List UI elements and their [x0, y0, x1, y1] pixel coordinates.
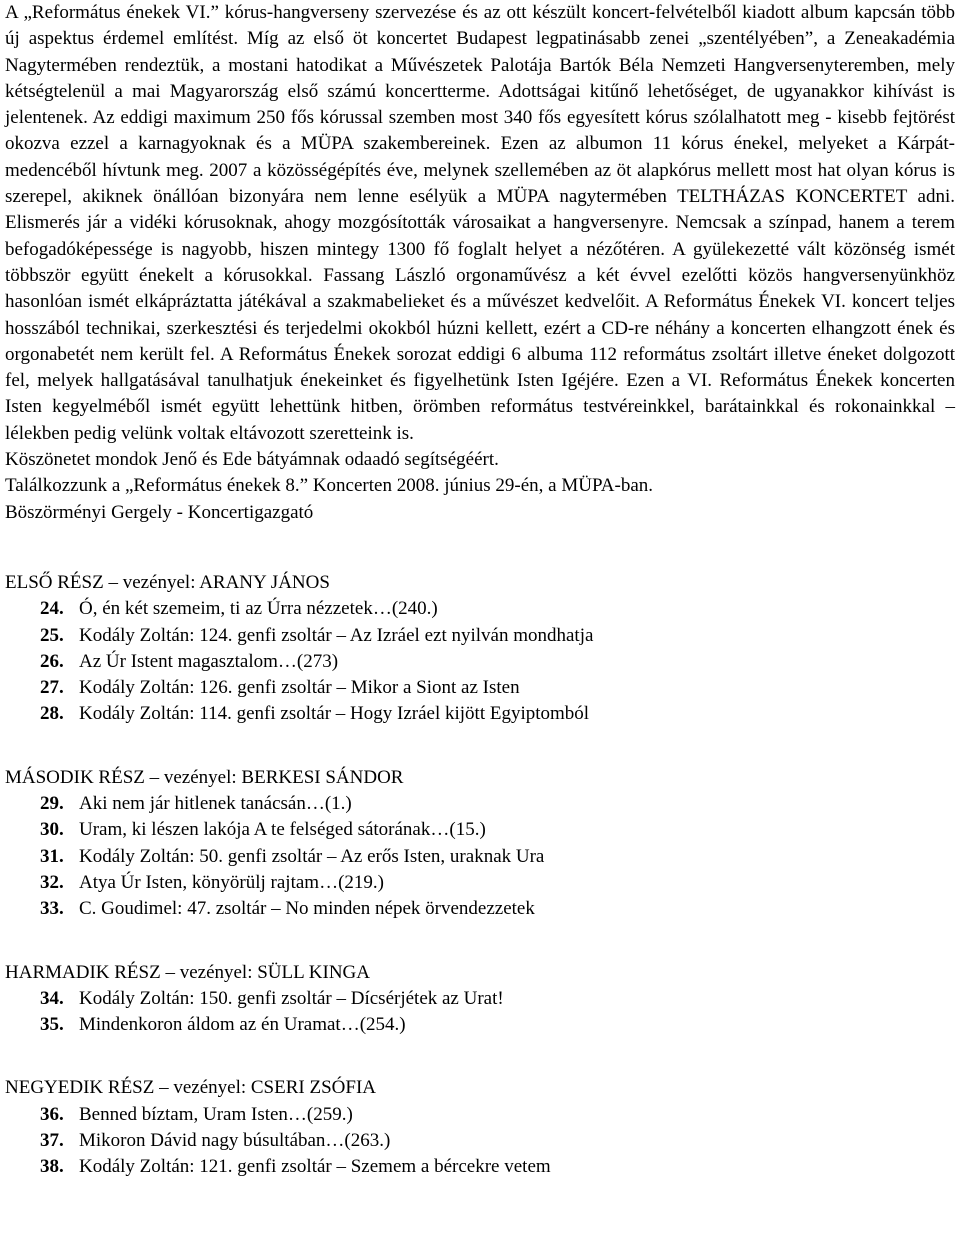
signature-line: Böszörményi Gergely - Koncertigazgató [5, 501, 314, 523]
section-title: NEGYEDIK RÉSZ – vezényel: CSERI ZSÓFIA [5, 1077, 376, 1099]
track-item [5, 844, 955, 870]
track-number: 31. [40, 845, 64, 867]
track-item [5, 701, 955, 727]
track-item [5, 675, 955, 701]
track-title: Kodály Zoltán: 124. genfi zsoltár – Az Izráel ezt nyilván mondhatja [79, 624, 594, 646]
track-title: Aki nem jár hitlenek tanácsán…(1.) [79, 793, 352, 815]
track-item [5, 649, 955, 675]
section-title: HARMADIK RÉSZ – vezényel: SÜLL KINGA [5, 961, 370, 983]
track-number: 24. [40, 598, 64, 620]
track-title: Az Úr Istent magasztalom…(273) [79, 650, 339, 672]
track-item [5, 791, 955, 817]
track-number: 25. [40, 624, 64, 646]
track-item [5, 896, 955, 922]
track-number: 33. [40, 898, 64, 920]
track-item [5, 596, 955, 622]
track-item [5, 986, 955, 1012]
track-title: Kodály Zoltán: 114. genfi zsoltár – Hogy Izráel kijött Egyiptomból [79, 703, 590, 725]
invite-line: Találkozzunk a „Református énekek 8.” Koncerten 2008. június 29-én, a MÜPA-ban. [5, 475, 654, 497]
track-number: 38. [40, 1156, 64, 1178]
track-number: 37. [40, 1129, 64, 1151]
track-number: 30. [40, 819, 64, 841]
track-title: Benned bíztam, Uram Isten…(259.) [79, 1103, 353, 1125]
track-item [5, 1102, 955, 1128]
track-title: Kodály Zoltán: 50. genfi zsoltár – Az erős Isten, uraknak Ura [79, 845, 545, 867]
track-title: Ó, én két szemeim, ti az Úrra nézzetek…(240.) [79, 598, 438, 620]
track-number: 34. [40, 987, 64, 1009]
track-title: C. Goudimel: 47. zsoltár – No minden népek örvendezzetek [79, 898, 535, 920]
track-title: Mindenkoron áldom az én Uramat…(254.) [79, 1014, 406, 1036]
section-title: MÁSODIK RÉSZ – vezényel: BERKESI SÁNDOR [5, 766, 404, 788]
track-title: Uram, ki lészen lakója A te felséged sátorának…(15.) [79, 819, 486, 841]
track-number: 26. [40, 650, 64, 672]
program-section [5, 570, 955, 728]
track-item [5, 817, 955, 843]
program-section [5, 1075, 955, 1180]
track-number: 29. [40, 793, 64, 815]
track-number: 27. [40, 677, 64, 699]
track-number: 32. [40, 871, 64, 893]
track-title: Kodály Zoltán: 121. genfi zsoltár – Szemem a bércekre vetem [79, 1156, 551, 1178]
track-number: 36. [40, 1103, 64, 1125]
track-item [5, 1154, 955, 1180]
track-item [5, 1012, 955, 1038]
track-item [5, 1128, 955, 1154]
track-number: 35. [40, 1014, 64, 1036]
program-list [5, 570, 955, 1181]
section-title: ELSŐ RÉSZ – vezényel: ARANY JÁNOS [5, 571, 330, 593]
track-item [5, 623, 955, 649]
track-item [5, 870, 955, 896]
document-page [5, 0, 955, 1181]
track-title: Kodály Zoltán: 126. genfi zsoltár – Mikor a Siont az Isten [79, 677, 520, 699]
intro-paragraph: A „Református énekek VI.” kórus-hangverseny szervezése és az ott készült koncert-felvételből kiadott album kapcsán több új aspektus érdemel említést. Míg az első öt koncertet Budapest legpatinásabb zenei „szentélyében”, a Zeneakadémia Nagytermében rendeztük, a mostani hatodikat a Művészetek Palotája Bartók Béla Nemzeti Hangversenyteremben, mely kétségtelenül a mai Magyarország első számú koncertterme. Adottságai kitűnő lehetőséget, de ugyanakkor kihívást is jelentenek. Az eddigi maximum 250 fős kórussal szemben most 340 fős egyesített kórus szólalhatott meg - kisebb fejtörést okozva ezzel a karnagyoknak és a MÜPA szakembereinek. Ezen az albumon 11 kórus énekel, melyeket a Kárpát-medencéből hívtunk meg. 2007 a közösségépítés éve, melynek szellemében az öt alapkórus mellett most hat olyan kórus is szerepel, akiknek önállóan bizonyára nem lenne esélyük a MÜPA nagytermében TELTHÁZAS KONCERTET adni. Elismerés jár a vidéki kórusoknak, ahogy mozgósították városaikat a hangversenyre. Nemcsak a színpad, hanem a terem befogadóképessége is nagyobb, hiszen mintegy 1300 fő foglalt helyet a nézőtéren. A gyülekezetté vált közönség ismét többször együtt énekelt a kórusokkal. Fassang László orgonaművész a két évvel ezelőtti közös hangversenyünkhöz hasonlóan ismét elkápráztatta játékával a szakmabelieket és a művészet kedvelőit. A Református Énekek VI. koncert teljes hosszából technikai, szerkesztési és terjedelmi okokból húzni kellett, ezért a CD-re néhány a koncerten elhangzott ének és orgonabetét nem került fel. A Református Énekek sorozat eddigi 6 albuma 112 református zsoltárt illetve éneket dolgozott fel, melyek hallgatásával tanulhatjuk énekeinket és figyelhetünk Isten Igéjére. Ezen a VI. Református Énekek koncerten Isten kegyelméből ismét együtt lehettünk hitben, örömben református testvéreinkkel, barátainkkal és rokonainkkal – lélekben pedig velünk voltak eltávozott szeretteink is. [5, 2, 955, 444]
thanks-line: Köszönetet mondok Jenő és Ede bátyámnak odaadó segítségéért. [5, 449, 499, 471]
track-title: Atya Úr Isten, könyörülj rajtam…(219.) [79, 871, 384, 893]
track-title: Mikoron Dávid nagy búsultában…(263.) [79, 1129, 391, 1151]
program-section [5, 765, 955, 923]
track-title: Kodály Zoltán: 150. genfi zsoltár – Dícsérjétek az Urat! [79, 987, 504, 1009]
program-section [5, 960, 955, 1039]
track-number: 28. [40, 703, 64, 725]
